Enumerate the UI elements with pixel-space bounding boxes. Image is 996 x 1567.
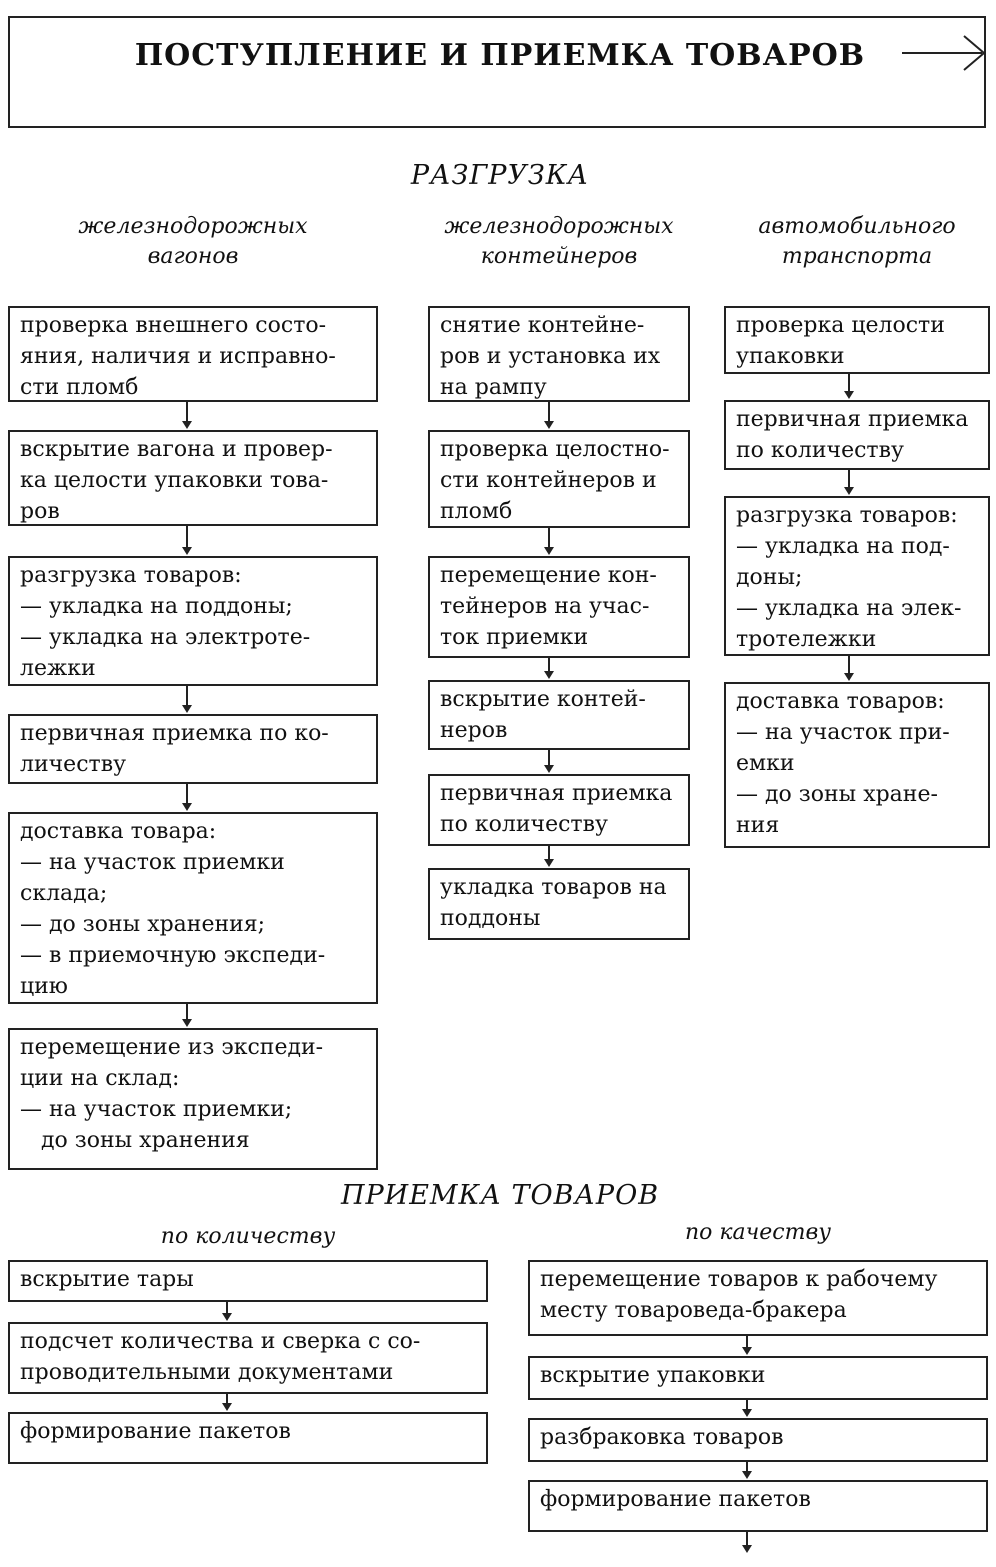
arrow-down-icon — [222, 1313, 232, 1321]
trucks-step-4: доставка товаров: — на участок при- емки — до зоны хране- ния — [724, 682, 990, 848]
rail-wagons-header: железнодорожных вагонов — [78, 214, 308, 269]
by-quantity-step-1: вскрытие тары — [8, 1260, 488, 1302]
arrow-down-icon — [182, 547, 192, 555]
rail-containers-step-6: укладка товаров на поддоны — [428, 868, 690, 940]
connector — [186, 402, 188, 422]
by-quantity-step-3: формирование пакетов — [8, 1412, 488, 1464]
by-quality-step-2: вскрытие упаковки — [528, 1356, 988, 1400]
page-title: ПОСТУПЛЕНИЕ И ПРИЕМКА ТОВАРОВ — [134, 38, 866, 73]
connector — [186, 1004, 188, 1020]
rail-containers-step-2: проверка целостно- сти контейнеров и пломб — [428, 430, 690, 528]
rail-wagons-step-1: проверка внешнего состо- яния, наличия и исправно- сти пломб — [8, 306, 378, 402]
arrow-down-icon — [544, 765, 554, 773]
unloading-heading: РАЗГРУЗКА — [410, 160, 590, 191]
arrow-down-icon — [544, 421, 554, 429]
arrow-down-icon — [844, 391, 854, 399]
rail-wagons-step-3: разгрузка товаров: — укладка на поддоны; — укладка на электроте- лежки — [8, 556, 378, 686]
connector — [186, 686, 188, 706]
rail-containers-header: железнодорожных контейнеров — [444, 214, 674, 269]
rail-containers-step-1: снятие контейне- ров и установка их на рампу — [428, 306, 690, 402]
connector — [548, 658, 550, 672]
trucks-step-1: проверка целости упаковки — [724, 306, 990, 374]
arrow-down-icon — [844, 487, 854, 495]
arrow-down-icon — [742, 1409, 752, 1417]
by-quantity-header: по количеству — [160, 1224, 336, 1249]
connector — [848, 470, 850, 488]
arrow-down-icon — [544, 859, 554, 867]
arrow-down-icon — [844, 673, 854, 681]
arrow-down-icon — [544, 547, 554, 555]
by-quality-step-1: перемещение товаров к рабочему месту товароведа-бракера — [528, 1260, 988, 1336]
arrow-down-icon — [222, 1403, 232, 1411]
rail-containers-step-3: перемещение кон- тейнеров на учас- ток приемки — [428, 556, 690, 658]
arrow-down-icon — [742, 1545, 752, 1553]
arrow-down-icon — [182, 421, 192, 429]
by-quality-step-3: разбраковка товаров — [528, 1418, 988, 1462]
connector — [548, 846, 550, 860]
by-quantity-step-2: подсчет количества и сверка с со- проводительными документами — [8, 1322, 488, 1394]
connector — [848, 374, 850, 392]
trucks-header: автомобильного транспорта — [758, 214, 956, 269]
connector — [186, 784, 188, 804]
connector — [548, 402, 550, 422]
rail-wagons-step-4: первичная приемка по ко- личеству — [8, 714, 378, 784]
connector — [548, 750, 550, 766]
rail-containers-step-4: вскрытие контей- неров — [428, 680, 690, 750]
by-quality-header: по качеству — [684, 1220, 832, 1245]
rail-wagons-step-2: вскрытие вагона и провер- ка целости упаковки това- ров — [8, 430, 378, 526]
rail-containers-step-5: первичная приемка по количеству — [428, 774, 690, 846]
connector — [848, 656, 850, 674]
arrow-down-icon — [742, 1347, 752, 1355]
arrow-down-icon — [182, 705, 192, 713]
trucks-step-3: разгрузка товаров: — укладка на под- доны; — укладка на элек- тротележки — [724, 496, 990, 656]
connector — [186, 526, 188, 548]
connector — [746, 1532, 748, 1546]
by-quality-step-4: формирование пакетов — [528, 1480, 988, 1532]
arrow-down-icon — [544, 671, 554, 679]
connector — [548, 528, 550, 548]
rail-wagons-step-6: перемещение из экспеди- ции на склад: — на участок приемки; до зоны хранения — [8, 1028, 378, 1170]
arrow-down-icon — [182, 803, 192, 811]
rail-wagons-step-5: доставка товара: — на участок приемки склада; — до зоны хранения; — в приемочную экспеди- цию — [8, 812, 378, 1004]
arrow-down-icon — [742, 1471, 752, 1479]
arrow-down-icon — [182, 1019, 192, 1027]
acceptance-heading: ПРИЕМКА ТОВАРОВ — [340, 1180, 660, 1211]
trucks-step-2: первичная приемка по количеству — [724, 400, 990, 470]
right-arrow-icon — [898, 28, 990, 78]
